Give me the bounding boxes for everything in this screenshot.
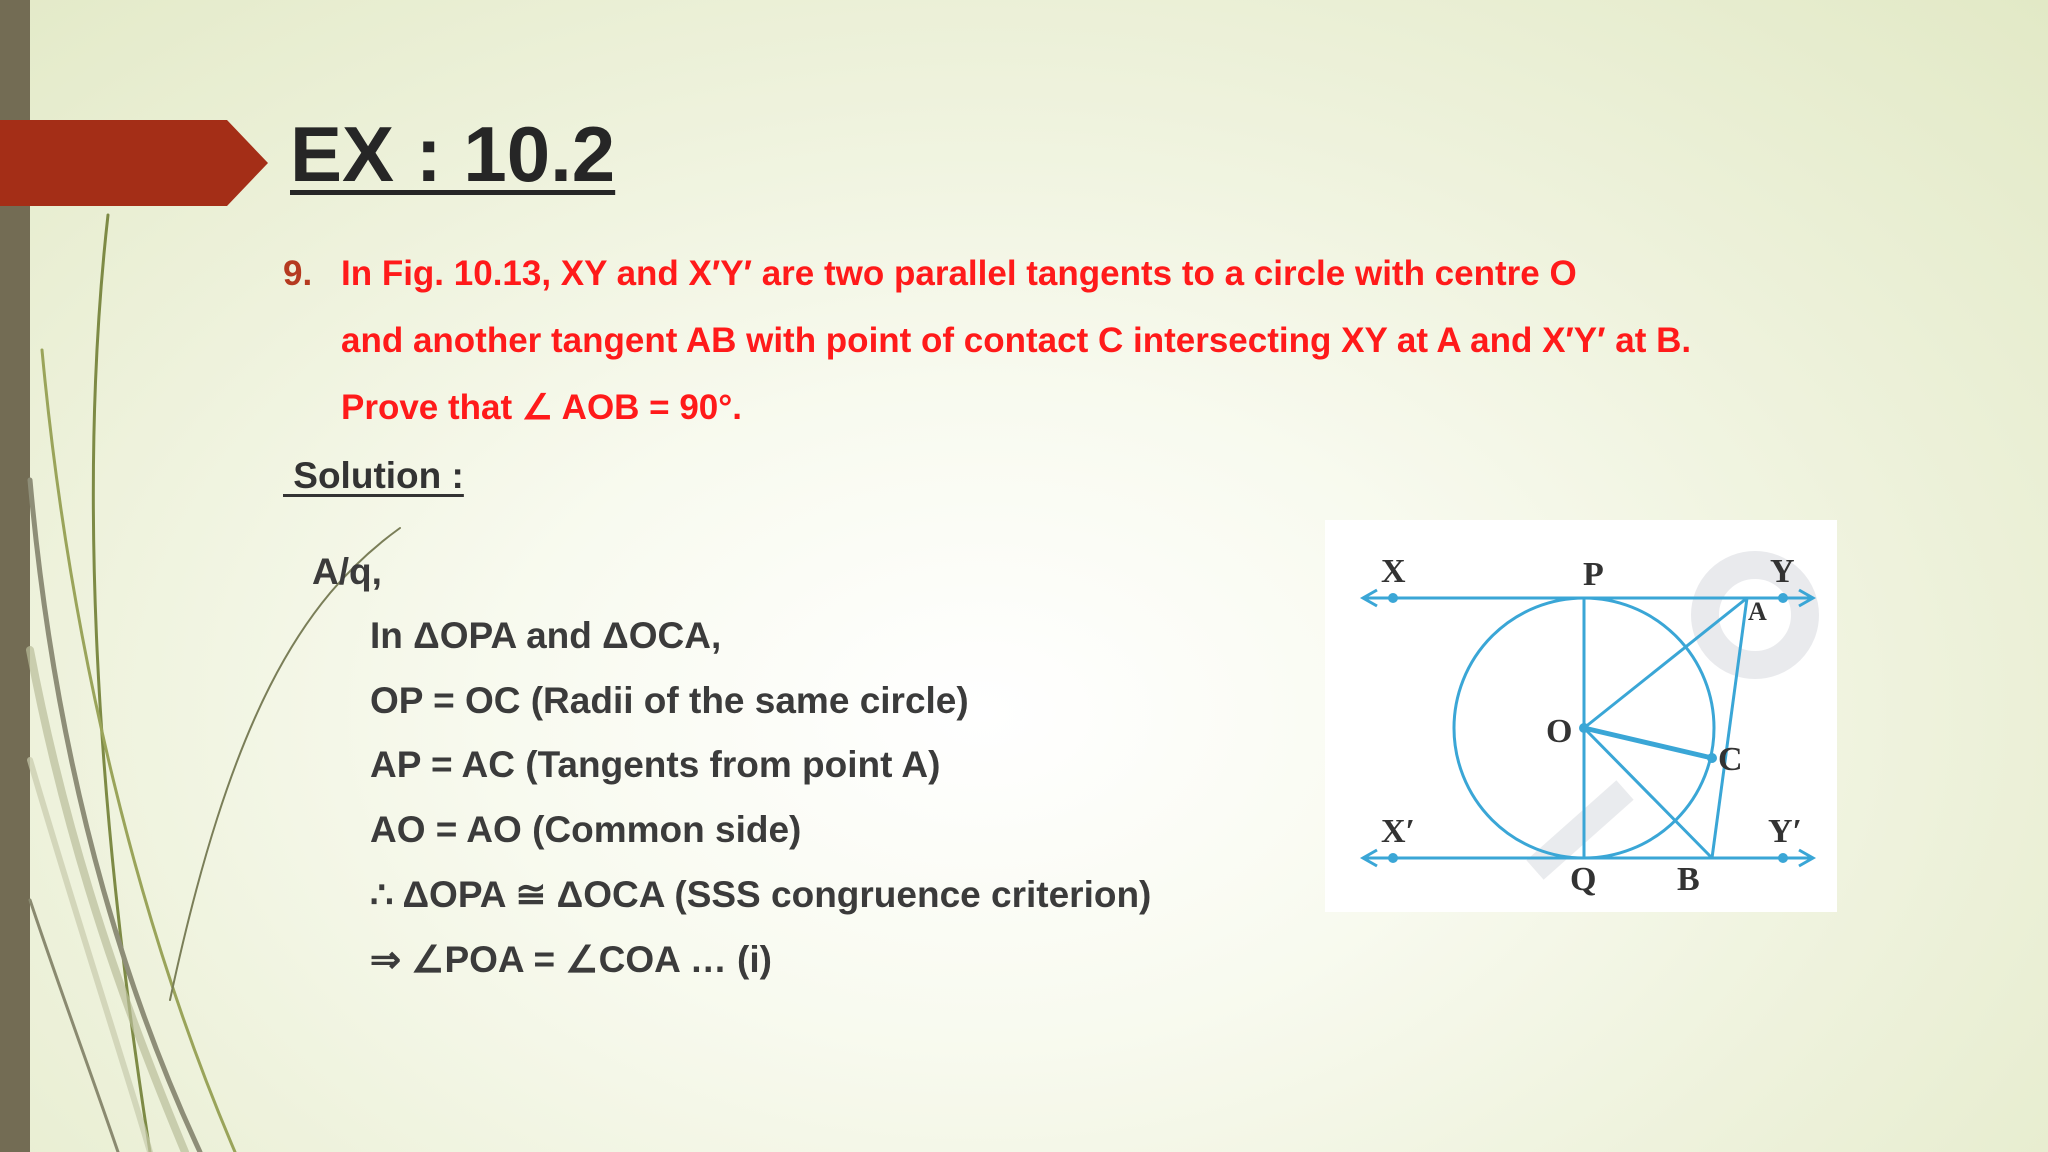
point-y-prime xyxy=(1778,853,1788,863)
label-x: X xyxy=(1381,553,1406,590)
point-x-prime xyxy=(1388,853,1398,863)
label-c: C xyxy=(1718,741,1743,778)
solution-line-7: ⇒ ∠POA = ∠COA … (i) xyxy=(370,939,772,980)
question-number: 9. xyxy=(283,254,313,293)
label-b: B xyxy=(1677,861,1700,898)
point-o xyxy=(1579,723,1589,733)
label-q: Q xyxy=(1570,861,1597,898)
question-line-2: and another tangent AB with point of contact C intersecting XY at A and X′Y′ at B. xyxy=(341,321,1692,360)
solution-line-5: AO = AO (Common side) xyxy=(370,809,802,850)
tangent-circle-figure xyxy=(1325,520,1837,912)
point-c xyxy=(1707,753,1717,763)
point-x xyxy=(1388,593,1398,603)
label-o: O xyxy=(1546,713,1573,750)
label-a: A xyxy=(1748,597,1767,626)
solution-line-3: OP = OC (Radii of the same circle) xyxy=(370,680,969,721)
point-y xyxy=(1778,593,1788,603)
solution-line-4: AP = AC (Tangents from point A) xyxy=(370,744,941,785)
label-x-prime: X′ xyxy=(1381,813,1416,850)
solution-line-6: ∴ ΔOPA ≅ ΔOCA (SSS congruence criterion) xyxy=(370,874,1152,915)
question-line-1: In Fig. 10.13, XY and X′Y′ are two parallel tangents to a circle with centre O xyxy=(341,254,1577,293)
question-line-3: Prove that ∠ AOB = 90°. xyxy=(341,388,742,427)
slide-title: EX : 10.2 xyxy=(290,110,616,198)
label-y-prime: Y′ xyxy=(1768,813,1803,850)
title-arrow-banner xyxy=(0,120,270,206)
solution-heading: Solution : xyxy=(283,455,464,496)
solution-line-2: In ΔOPA and ΔOCA, xyxy=(370,615,722,656)
label-p: P xyxy=(1583,556,1604,593)
label-y: Y xyxy=(1770,553,1795,590)
solution-line-1: A/q, xyxy=(312,551,382,592)
